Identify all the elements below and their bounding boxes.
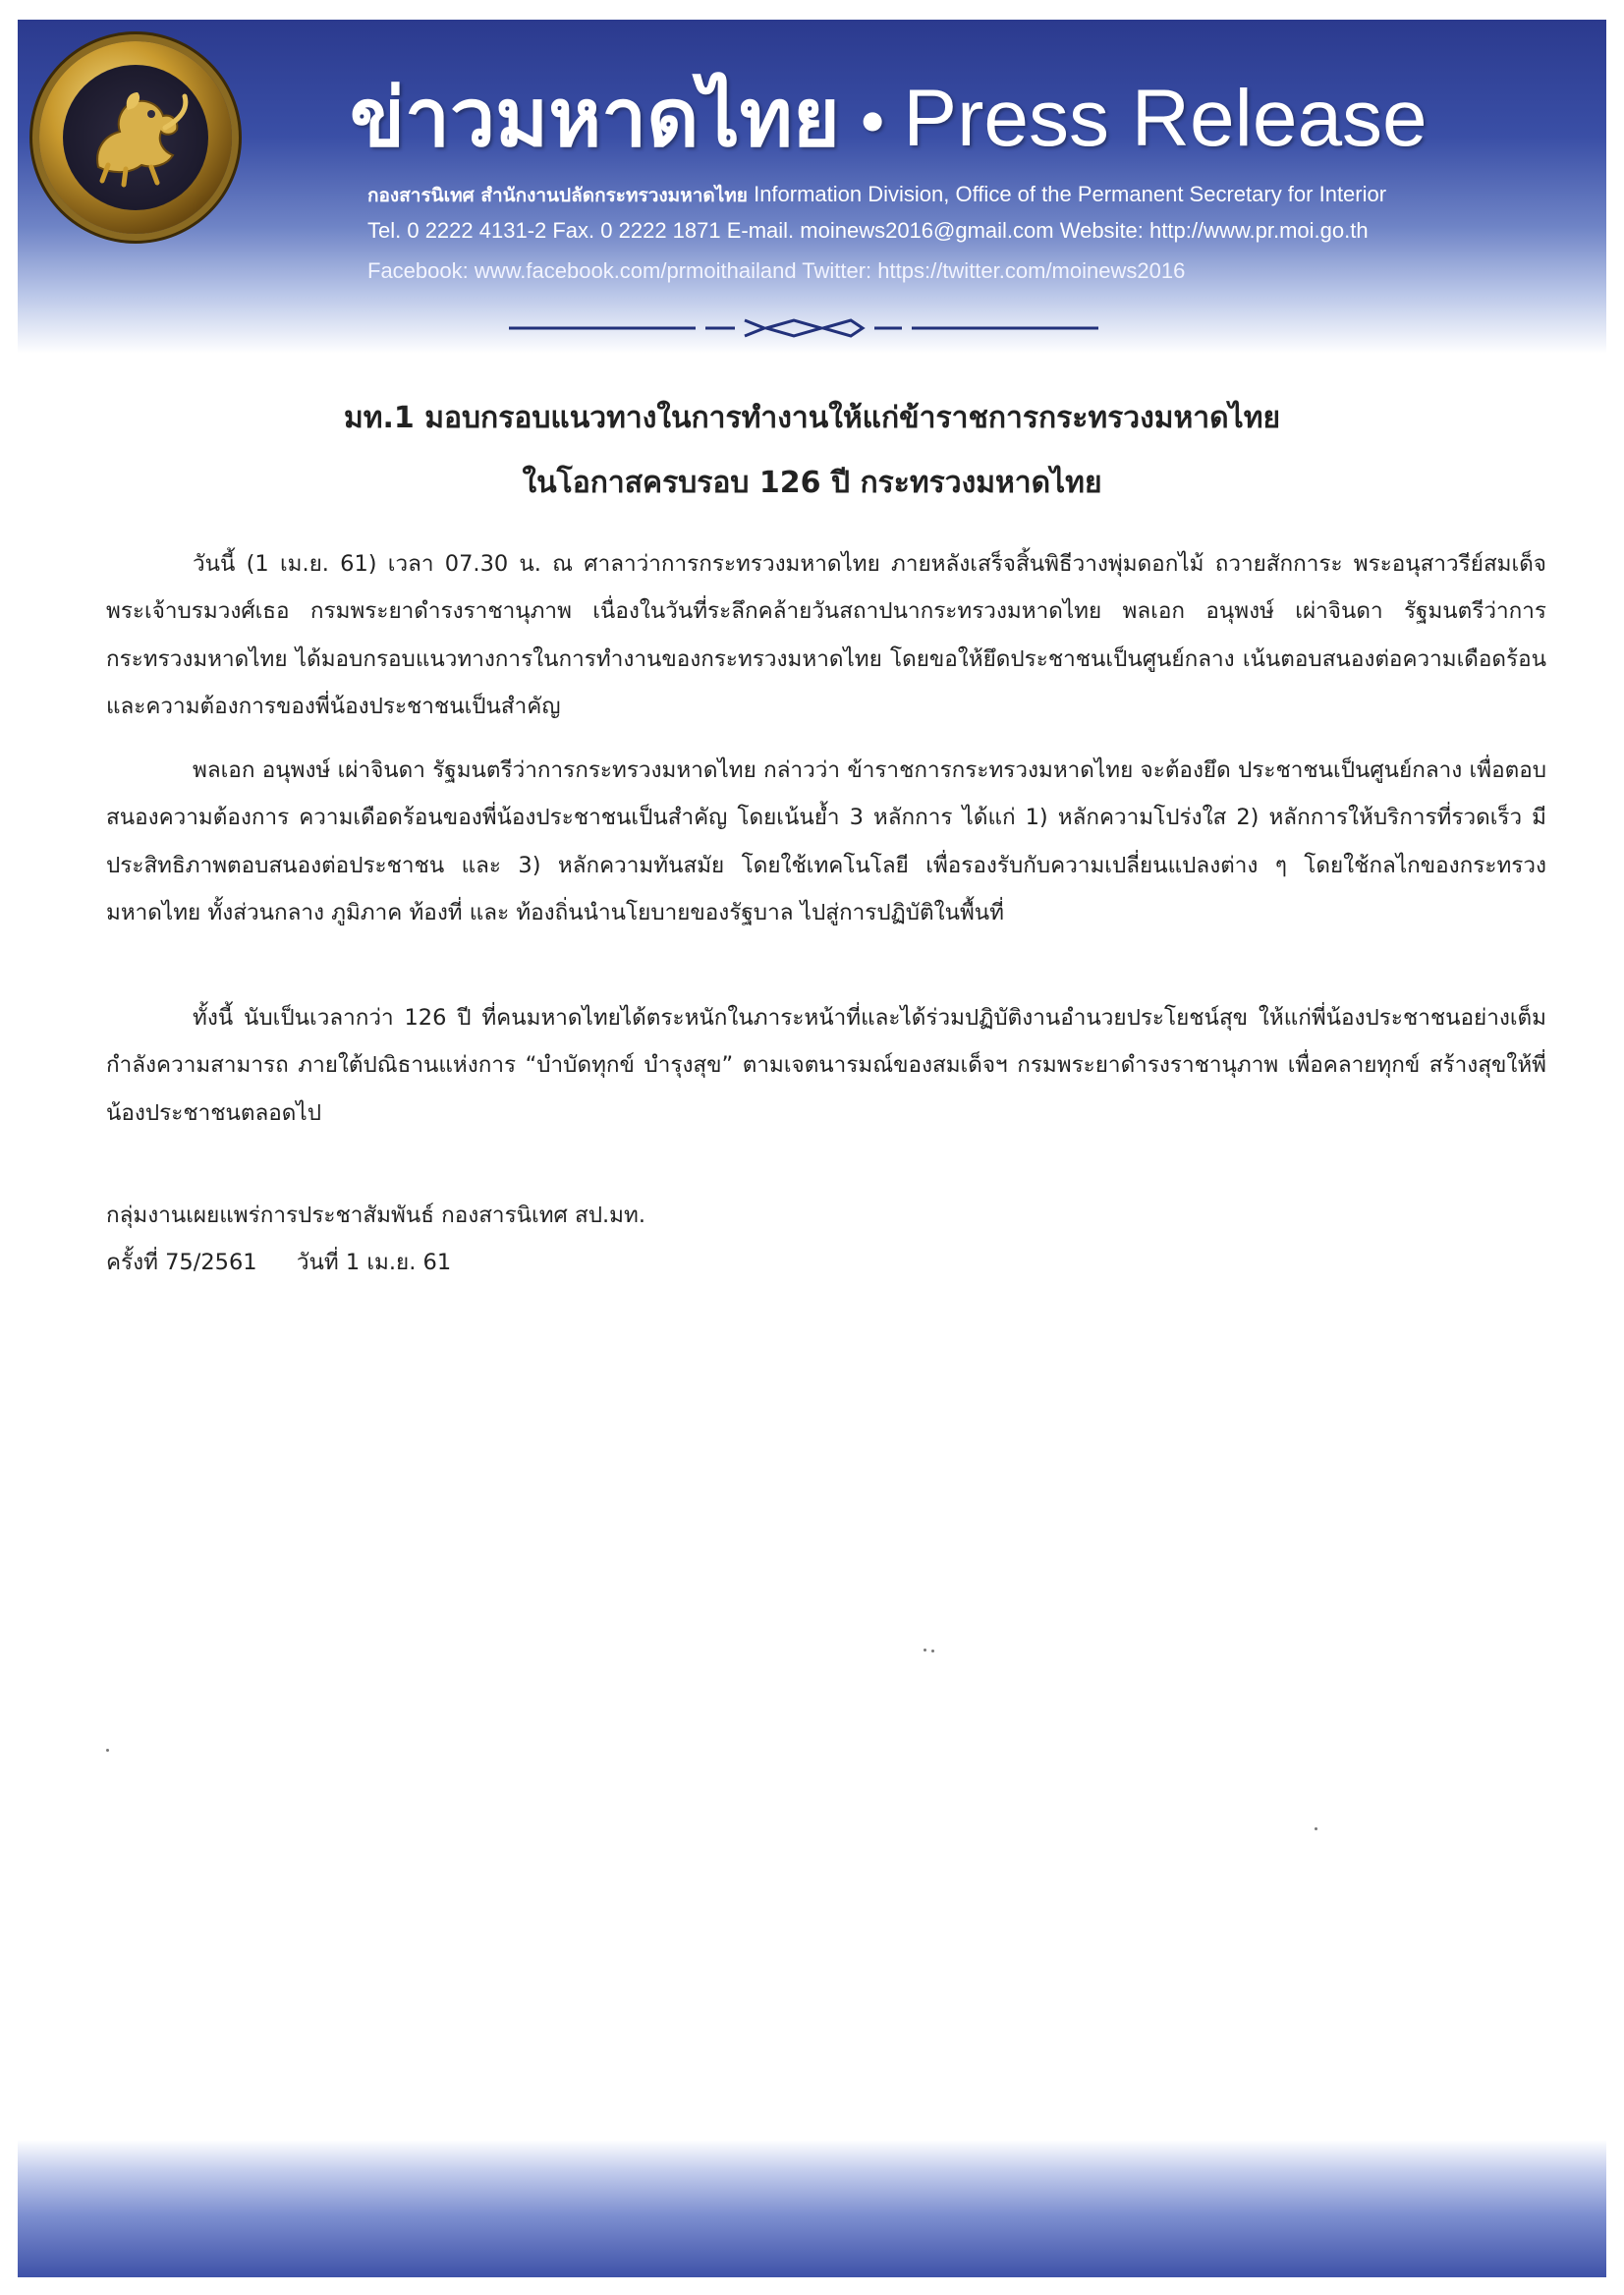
release-info [106,1244,451,1279]
footer-band [18,2140,1606,2277]
social-line: Facebook: www.facebook.com/prmoithailand Twitter: https://twitter.com/moinews2016 [367,258,1186,283]
header-banner [18,20,1606,354]
ministry-seal-logo [39,41,232,234]
ornament-divider-icon [509,314,1098,342]
org-thai: กองสารนิเทศ สำนักงานปลัดกระทรวงมหาดไทย [367,185,748,206]
scan-speck [924,1649,926,1651]
masthead-thai: ข่าวมหาดไทย [350,72,840,165]
article-title-line-2: ในโอกาสครบรอบ 126 ปี กระทรวงมหาดไทย [522,466,1102,500]
scan-speck [106,1749,109,1752]
masthead-english: Press Release [903,74,1428,163]
article-title-line-1: มท.1 มอบกรอบแนวทางในการทำงานให้แก่ข้าราชการกระทรวงมหาดไทย [343,401,1281,435]
paragraph-text: พลเอก อนุพงษ์ เผ่าจินดา รัฐมนตรีว่าการกระทรวงมหาดไทย กล่าวว่า ข้าราชการกระทรวงมหาดไทย จะต้องยึด ประชาชนเป็นศูนย์กลาง เพื่อตอบสนองความต้องการ ความเดือดร้อนของพี่น้องประชาชนเป็นสำคัญ โดยเน้นย้ำ 3 หลักการ ได้แก่ 1) หลักความโปร่งใส 2) หลักการให้บริการที่รวดเร็ว มีประสิทธิภาพตอบสนองต่อประชาชน และ 3) หลักความทันสมัย โดยใช้เทคโนโลยี เพื่อรองรับกับความเปลี่ยนแปลงต่าง ๆ โดยใช้กลไกของกระทรวงมหาดไทย ทั้งส่วนกลาง ภูมิภาค ท้องที่ และ ท้องถิ่นนำนโยบายของรัฐบาล ไปสู่การปฏิบัติในพื้นที่ [106,757,1546,925]
article-paragraph-1 [106,540,1546,730]
scan-speck [931,1650,934,1652]
scan-speck [1315,1827,1317,1830]
paragraph-text: วันนี้ (1 เม.ย. 61) เวลา 07.30 น. ณ ศาลาว่าการกระทรวงมหาดไทย ภายหลังเสร็จสิ้นพิธีวางพุ่มดอกไม้ ถวายสักการะ พระอนุสาวรีย์สมเด็จพระเจ้าบรมวงศ์เธอ กรมพระยาดำรงราชานุภาพ เนื่องในวันที่ระลึกคล้ายวันสถาปนากระทรวงมหาดไทย พลเอก อนุพงษ์ เผ่าจินดา รัฐมนตรีว่าการกระทรวงมหาดไทย ได้มอบกรอบแนวทางการในการทำงานของกระทรวงมหาดไทย โดยขอให้ยึดประชาชนเป็นศูนย์กลาง เน้นตอบสนองต่อความเดือดร้อนและความต้องการของพี่น้องประชาชนเป็นสำคัญ [106,551,1546,719]
release-number: ครั้งที่ 75/2561 [106,1250,257,1275]
release-date: วันที่ 1 เม.ย. 61 [296,1250,452,1275]
article-paragraph-2 [106,747,1546,936]
masthead-title [350,65,1617,173]
lion-emblem-icon [69,71,202,204]
paragraph-text: ทั้งนี้ นับเป็นเวลากว่า 126 ปี ที่คนมหาดไทยได้ตระหนักในภาระหน้าที่และได้ร่วมปฏิบัติงานอำนวยประโยชน์สุข ให้แก่พี่น้องประชาชนอย่างเต็มกำลังความสามารถ ภายใต้ปณิธานแห่งการ “บำบัดทุกข์ บำรุงสุข” ตามเจตนารมณ์ของสมเด็จฯ กรมพระยาดำรงราชานุภาพ เพื่อคลายทุกข์ สร้างสุขให้พี่น้องประชาชนตลอดไป [106,1005,1546,1126]
masthead-separator: • [855,91,890,154]
article-paragraph-3 [106,994,1546,1137]
contact-line: Tel. 0 2222 4131-2 Fax. 0 2222 1871 E-mail. moinews2016@gmail.com Website: http://www.pr.moi.go.th [367,218,1369,243]
org-english: Information Division, Office of the Permanent Secretary for Interior [754,182,1387,206]
issuer-line: กลุ่มงานเผยแพร่การประชาสัมพันธ์ กองสารนิเทศ สป.มท. [106,1203,645,1228]
org-line [367,181,1386,210]
